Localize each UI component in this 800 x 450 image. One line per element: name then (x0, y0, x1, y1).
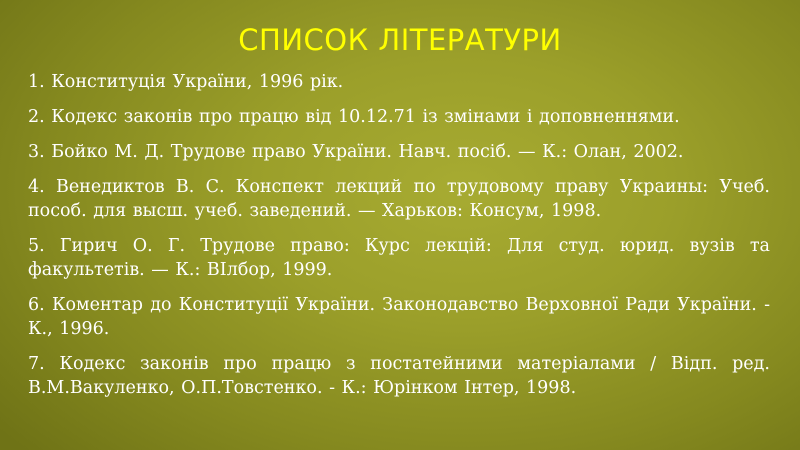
reference-item-1: 1. Конституція України, 1996 рік. (28, 72, 344, 92)
reference-item-6: 6. Коментар до Конституції України. Законодавство Верховної Ради України. - К., 1996. (28, 295, 770, 339)
reference-item-3: 3. Бойко М. Д. Трудове право України. Навч. посіб. — К.: Олан, 2002. (28, 142, 684, 162)
reference-list (28, 70, 770, 411)
reference-item-5: 5. Гирич О. Г. Трудове право: Курс лекцій: Для студ. юрид. вузів та факультетів. — К.: ВІлбор, 1999. (28, 236, 770, 280)
reference-item-2: 2. Кодекс законів про працю від 10.12.71 із змінами і доповненнями. (28, 107, 680, 127)
reference-item-4: 4. Венедиктов В. С. Конспект лекций по трудовому праву Украины: Учеб. пособ. для высш. учеб. заведений. — Харьков: Консум, 1998. (28, 177, 770, 221)
reference-item-7: 7. Кодекс законів про працю з постатейними матеріалами / Відп. ред. В.М.Вакуленко, О.П.Товстенко. - К.: Юрінком Інтер, 1998. (28, 354, 770, 398)
slide-title: СПИСОК ЛІТЕРАТУРИ (238, 23, 562, 57)
